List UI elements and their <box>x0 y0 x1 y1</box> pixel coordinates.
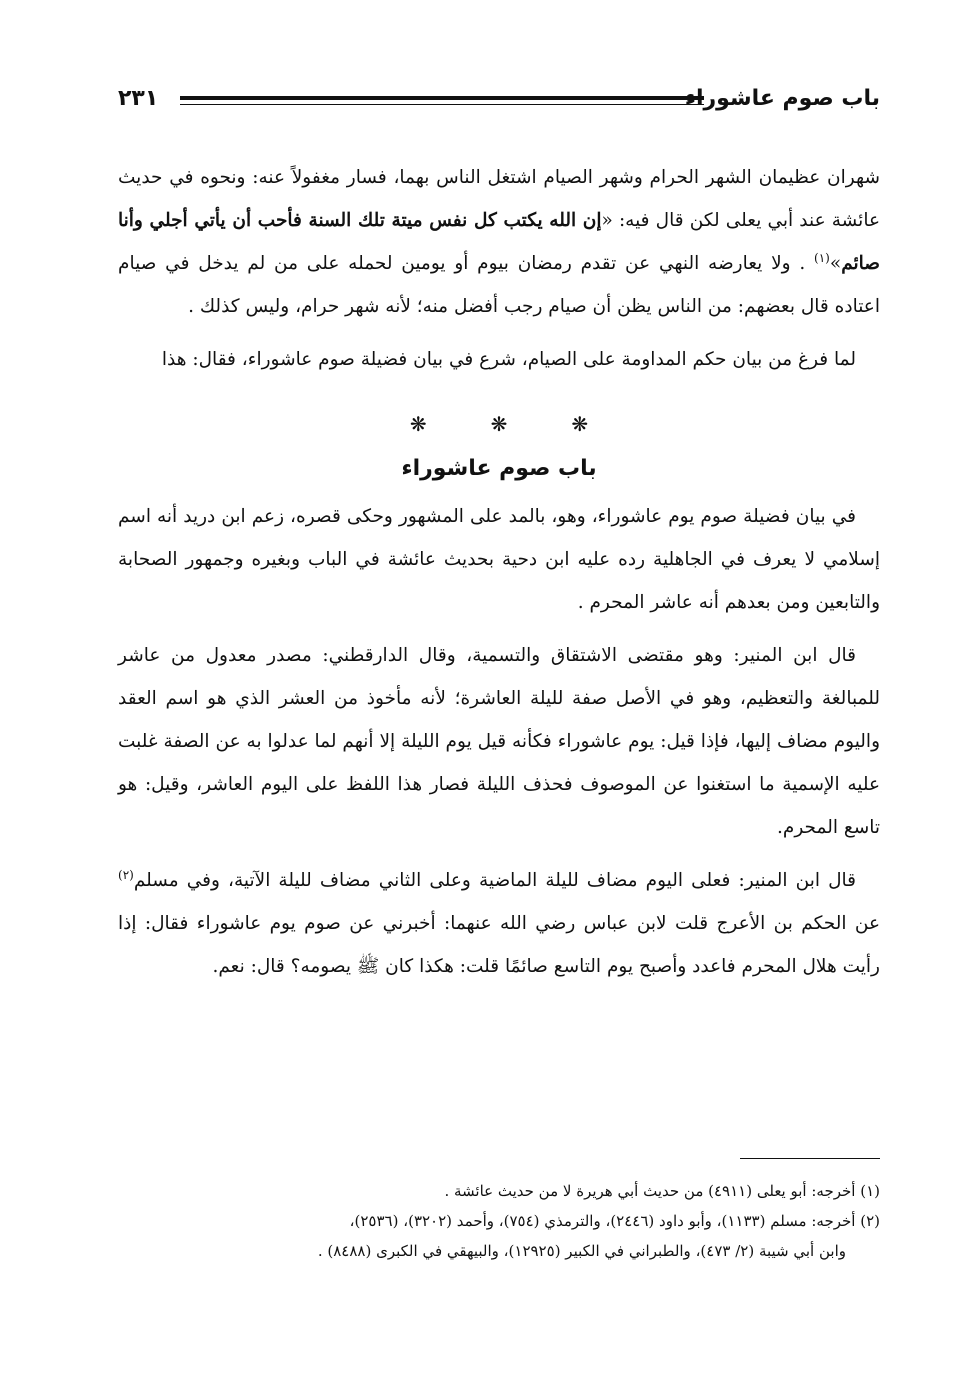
footnote-2: (٢) أخرجه: مسلم (١١٣٣)، وأبو داود (٢٤٤٦)، والترمذي (٧٥٤)، وأحمد (٣٢٠٢)، (٢٥٣٦)، <box>349 1212 880 1230</box>
star-ornament-icon: ❋ <box>409 412 427 436</box>
footnote-1: (١) أخرجه: أبو يعلى (٤٩١١) من حديث أبي هريرة لا من حديث عائشة . <box>444 1182 880 1200</box>
footnote-ref-2[interactable]: (٢) <box>118 867 134 882</box>
footnotes <box>118 1176 880 1266</box>
paragraph-5-text-b: عن الحكم بن الأعرج قلت لابن عباس رضي الله عنهما: أخبرني عن صوم يوم عاشوراء فقال: إذا رأيت هلال المحرم فاعدد وأصبح يوم التاسع صائمًا قلت: هكذا كان ﷺ يصومه؟ قال: نعم. <box>118 913 880 977</box>
paragraph-5-text-a: قال ابن المنير: فعلى اليوم مضاف لليلة الماضية وعلى الثاني مضاف لليلة الآتية، وفي مسلم <box>133 870 856 891</box>
header-title: باب صوم عاشوراء <box>684 86 880 111</box>
star-ornament-icon: ❋ <box>490 412 508 436</box>
header-thin-rule <box>180 104 704 105</box>
paragraph-1-text-a: شهران عظيمان الشهر الحرام وشهر الصيام اشتغل الناس بهما، فسار مغفولاً عنه: ونحوه في حديث عائشة عند أبي يعلى لكن قال فيه: « <box>118 167 881 231</box>
paragraph-4: قال ابن المنير: وهو مقتضى الاشتقاق والتسمية، وقال الدارقطني: مصدر معدول من عاشر للمبالغة والتعظيم، وهو في الأصل صفة لليلة العاشرة؛ لأنه مأخوذ من العشر الذي هو اسم العقد واليوم مضاف إليها، فإذا قيل: يوم عاشوراء فكأنه قيل يوم الليلة إلا أنهم لما عدلوا به عن الصفة غلبت عليه الإسمية ما استغنوا عن الموصوف فحذف الليلة فصار هذا اللفظ على اليوم العاشر، وقيل: هو تاسع المحرم. <box>118 645 880 838</box>
section-divider <box>118 403 880 443</box>
page-number: ٢٣١ <box>118 86 159 111</box>
header-thick-rule <box>180 96 704 100</box>
body-text <box>118 156 880 998</box>
running-header <box>118 78 880 128</box>
quote-close: » <box>829 253 842 274</box>
footnote-ref-1[interactable]: (١) <box>814 250 830 265</box>
footnote-separator <box>740 1158 880 1159</box>
paragraph-1 <box>118 156 880 328</box>
paragraph-3: في بيان فضيلة صوم يوم عاشوراء، وهو، بالمد على المشهور وحكى قصره، زعم ابن دريد أنه اسم إسلامي لا يعرف في الجاهلية رده عليه ابن دحية بحديث عائشة في الباب وبغيره وجمهور الصحابة والتابعين ومن بعدهم أنه عاشر المحرم . <box>118 506 880 613</box>
footnote-2-continued: وابن أبي شيبة (٢/ ٤٧٣)، والطبراني في الكبير (١٢٩٢٥)، والبيهقي في الكبرى (٨٤٨٨) . <box>317 1242 846 1260</box>
star-ornament-icon: ❋ <box>571 412 589 436</box>
chapter-title: باب صوم عاشوراء <box>401 456 597 481</box>
paragraph-1-text-b: . ولا يعارضه النهي عن تقدم رمضان بيوم أو يومين لحمله على من لم يدخل في صيام اعتاده قال بعضهم: من الناس يظن أن صيام رجب أفضل منه؛ لأنه شهر حرام، وليس كذلك . <box>118 253 880 317</box>
paragraph-5 <box>118 859 880 988</box>
hadith-quote: إن الله يكتب كل نفس ميتة تلك السنة فأحب أن يأتي أجلي وأنا صائم <box>118 210 880 274</box>
paragraph-2: لما فرغ من بيان حكم المداومة على الصيام، شرع في بيان فضيلة صوم عاشوراء، فقال: هذا <box>161 349 856 370</box>
